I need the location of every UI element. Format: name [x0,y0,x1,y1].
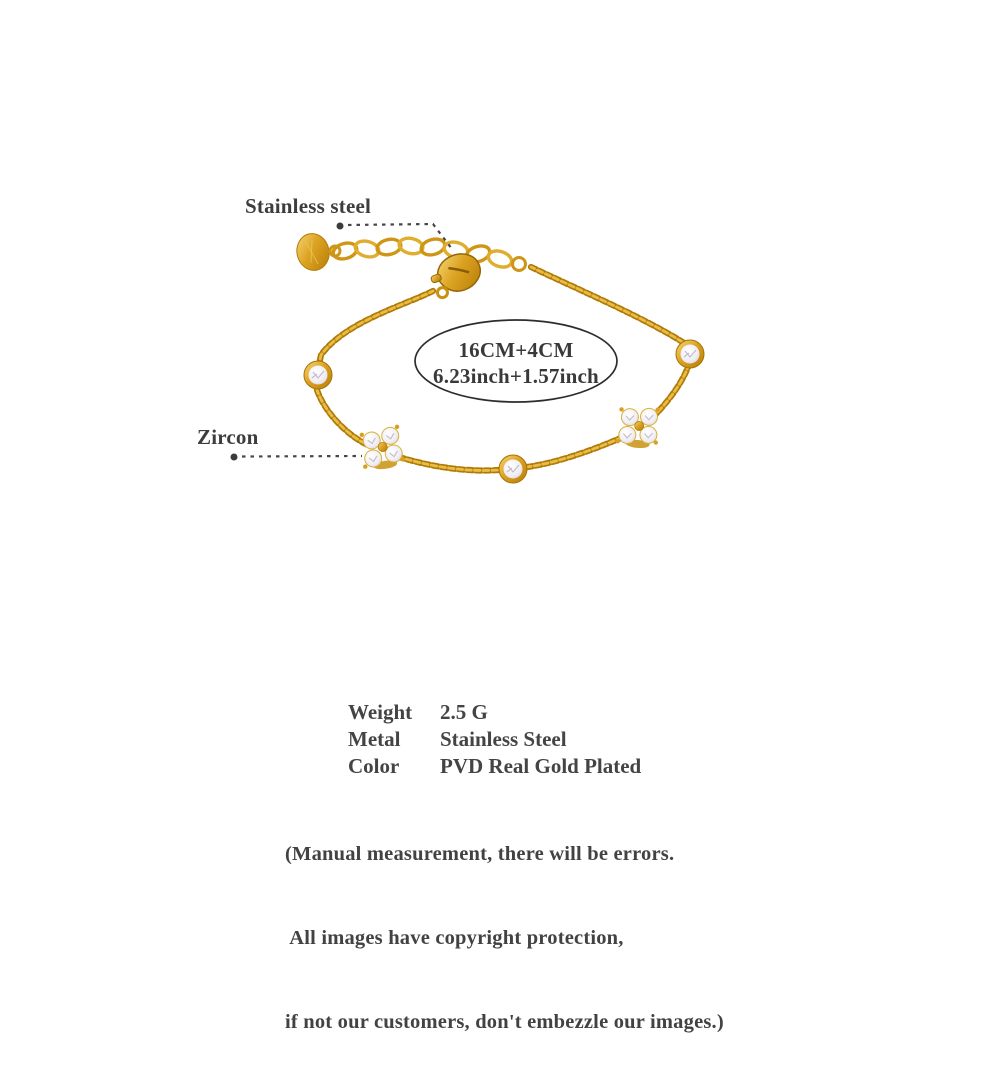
round-zircon-right [676,340,704,368]
stainless-steel-label: Stainless steel [245,194,372,218]
spec-label: Color [348,754,400,778]
size-callout-text [416,337,616,389]
spec-row-metal [348,726,641,753]
disclaimer-text [285,784,724,1092]
spec-label: Weight [348,700,413,724]
spec-label: Metal [348,727,401,751]
butterfly-charm-left [358,424,406,472]
spec-value: Stainless Steel [440,727,567,751]
size-inch-line: 6.23inch+1.57inch [433,364,599,388]
spec-value: PVD Real Gold Plated [440,754,642,778]
round-zircon-center [499,455,527,483]
round-zircon-left [304,361,332,389]
spec-row-color [348,753,641,780]
spec-value: 2.5 G [440,700,488,724]
spec-list [348,699,641,780]
leader-line-zircon [231,454,363,461]
disclaimer-line: (Manual measurement, there will be errors. [285,843,675,865]
extender-chain [331,236,525,270]
disclaimer-line: All images have copyright protection, [285,927,624,949]
spec-row-weight [348,699,641,726]
disclaimer-line: if not our customers, don't embezzle our images.) [285,1011,724,1033]
butterfly-charm-right [615,404,661,450]
zircon-label: Zircon [197,425,259,449]
size-cm-line: 16CM+4CM [458,338,574,362]
